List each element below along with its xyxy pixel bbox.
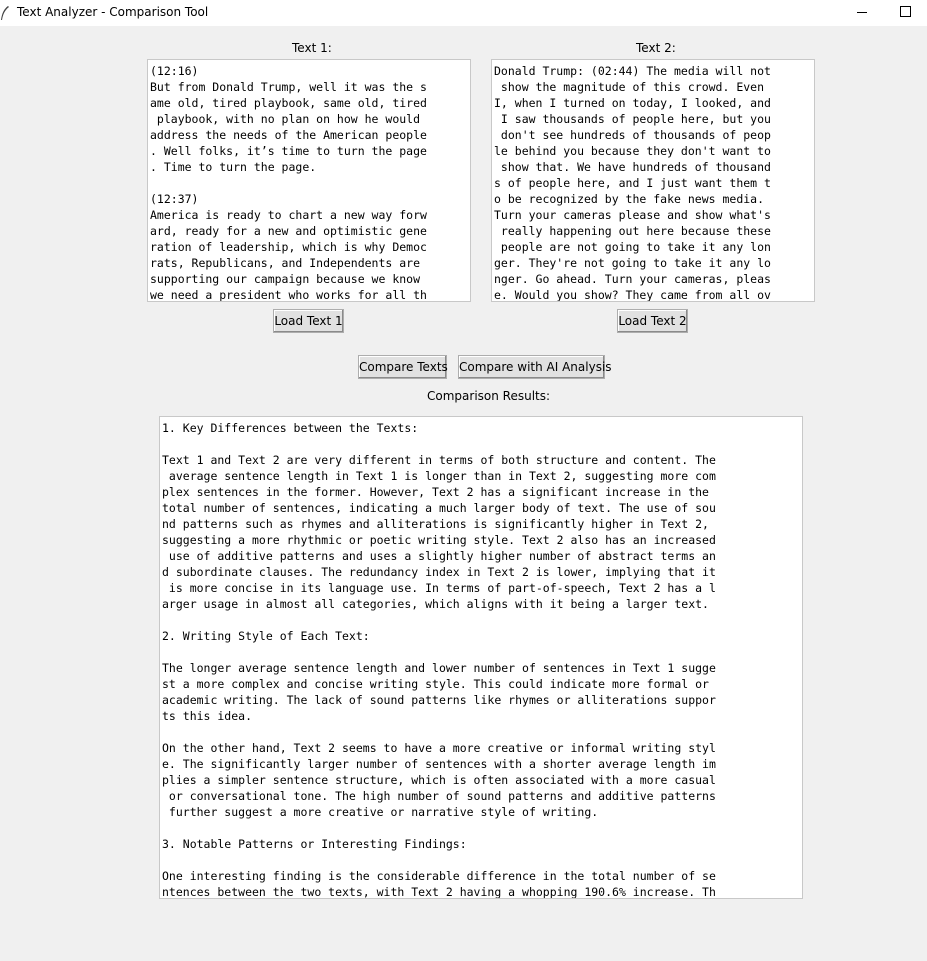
text2-line: don't see hundreds of thousands of peop (494, 128, 771, 142)
text1-line (150, 175, 470, 191)
text1-line: (12:16) (150, 64, 199, 78)
results-textarea[interactable] (159, 416, 803, 899)
text1-line: address the needs of the American people (150, 128, 427, 142)
results-line (162, 436, 802, 452)
results-line: average sentence length in Text 1 is longer than in Text 2, suggesting more com (162, 469, 716, 483)
results-line: ts this idea. (162, 709, 253, 723)
results-line: The longer average sentence length and lower number of sentences in Text 1 sugge (162, 661, 716, 675)
text1-line: . Well folks, it’s time to turn the page (150, 144, 427, 158)
results-line: 2. Writing Style of Each Text: (162, 629, 370, 643)
load-text1-button[interactable]: Load Text 1 (273, 309, 344, 333)
results-line: One interesting finding is the considerable difference in the total number of se (162, 869, 716, 883)
text2-line: Turn your cameras please and show what's (494, 208, 771, 222)
minimize-button[interactable] (839, 0, 885, 26)
results-label: Comparison Results: (427, 389, 551, 403)
text2-line: e. Would you show? They came from all ov (494, 288, 771, 302)
results-line (162, 724, 802, 740)
load-text2-button[interactable]: Load Text 2 (617, 309, 688, 333)
results-line: arger usage in almost all categories, which aligns with it being a larger text. (162, 597, 709, 611)
text1-line: America is ready to chart a new way forw (150, 208, 427, 222)
text2-line: I, when I turned on today, I looked, and (494, 96, 771, 110)
results-line (162, 612, 802, 628)
results-line: plies a simpler sentence structure, which is often associated with a more casual (162, 773, 716, 787)
text1-label: Text 1: (292, 41, 332, 55)
results-line: ntences between the two texts, with Text 2 having a whopping 190.6% increase. Th (162, 885, 716, 899)
text2-line: really happening out here because these (494, 224, 771, 238)
results-line: Text 1 and Text 2 are very different in terms of both structure and content. The (162, 453, 716, 467)
results-line: academic writing. The lack of sound patterns like rhymes or alliterations suppor (162, 693, 716, 707)
maximize-button[interactable] (883, 0, 927, 26)
feather-icon (0, 5, 10, 21)
text2-line: ger. They're not going to take it any lo (494, 256, 771, 270)
text1-line: . Time to turn the page. (150, 160, 317, 174)
results-line: or conversational tone. The high number of sound patterns and additive patterns (162, 789, 716, 803)
results-line: 1. Key Differences between the Texts: (162, 421, 419, 435)
text1-line: But from Donald Trump, well it was the s (150, 80, 427, 94)
title-bar[interactable] (0, 0, 927, 26)
text2-line: show that. We have hundreds of thousand (494, 160, 771, 174)
text1-line: ame old, tired playbook, same old, tired (150, 96, 427, 110)
results-line: is more concise in its language use. In terms of part-of-speech, Text 2 has a l (162, 581, 716, 595)
compare-ai-button[interactable]: Compare with AI Analysis (458, 355, 605, 379)
results-line: use of additive patterns and uses a slightly higher number of abstract terms an (162, 549, 716, 563)
results-line: nd patterns such as rhymes and alliterations is significantly higher in Text 2, (162, 517, 716, 531)
text1-line: supporting our campaign because we know (150, 272, 427, 286)
results-line: plex sentences in the former. However, Text 2 has a significant increase in the (162, 485, 716, 499)
text2-textarea[interactable] (491, 59, 815, 302)
text1-line: we need a president who works for all th (150, 288, 427, 302)
text2-line: people are not going to take it any lon (494, 240, 771, 254)
text1-line: (12:37) (150, 192, 199, 206)
results-line: 3. Notable Patterns or Interesting Findings: (162, 837, 467, 851)
text1-line: ration of leadership, which is why Democ (150, 240, 427, 254)
results-line (162, 852, 802, 868)
text2-line: s of people here, and I just want them t (494, 176, 771, 190)
results-line: suggesting a more rhythmic or poetic writing style. Text 2 also has an increased (162, 533, 716, 547)
text1-line: playbook, with no plan on how he would (150, 112, 427, 126)
results-line: st a more complex and concise writing style. This could indicate more formal or (162, 677, 716, 691)
results-line: total number of sentences, indicating a much larger body of text. The use of sou (162, 501, 716, 515)
text2-line: o be recognized by the fake news media. (494, 192, 771, 206)
results-line (162, 820, 802, 836)
results-line: On the other hand, Text 2 seems to have a more creative or informal writing styl (162, 741, 716, 755)
results-line: e. The significantly larger number of sentences with a shorter average length im (162, 757, 716, 771)
text2-label: Text 2: (636, 41, 676, 55)
text1-line: ard, ready for a new and optimistic gene (150, 224, 427, 238)
text2-line: I saw thousands of people here, but you (494, 112, 771, 126)
results-line (162, 644, 802, 660)
maximize-icon (900, 6, 911, 17)
text2-line: nger. Go ahead. Turn your cameras, pleas (494, 272, 771, 286)
results-line: further suggest a more creative or narrative style of writing. (162, 805, 599, 819)
minimize-icon (857, 12, 867, 13)
results-line: d subordinate clauses. The redundancy index in Text 2 is lower, implying that it (162, 565, 716, 579)
text2-line: Donald Trump: (02:44) The media will not (494, 64, 771, 78)
text2-line: show the magnitude of this crowd. Even (494, 80, 771, 94)
compare-texts-button[interactable]: Compare Texts (358, 355, 447, 379)
text2-line: le behind you because they don't want to (494, 144, 771, 158)
text1-line: rats, Republicans, and Independents are (150, 256, 427, 270)
text1-textarea[interactable] (147, 59, 471, 302)
window-title: Text Analyzer - Comparison Tool (17, 5, 209, 19)
